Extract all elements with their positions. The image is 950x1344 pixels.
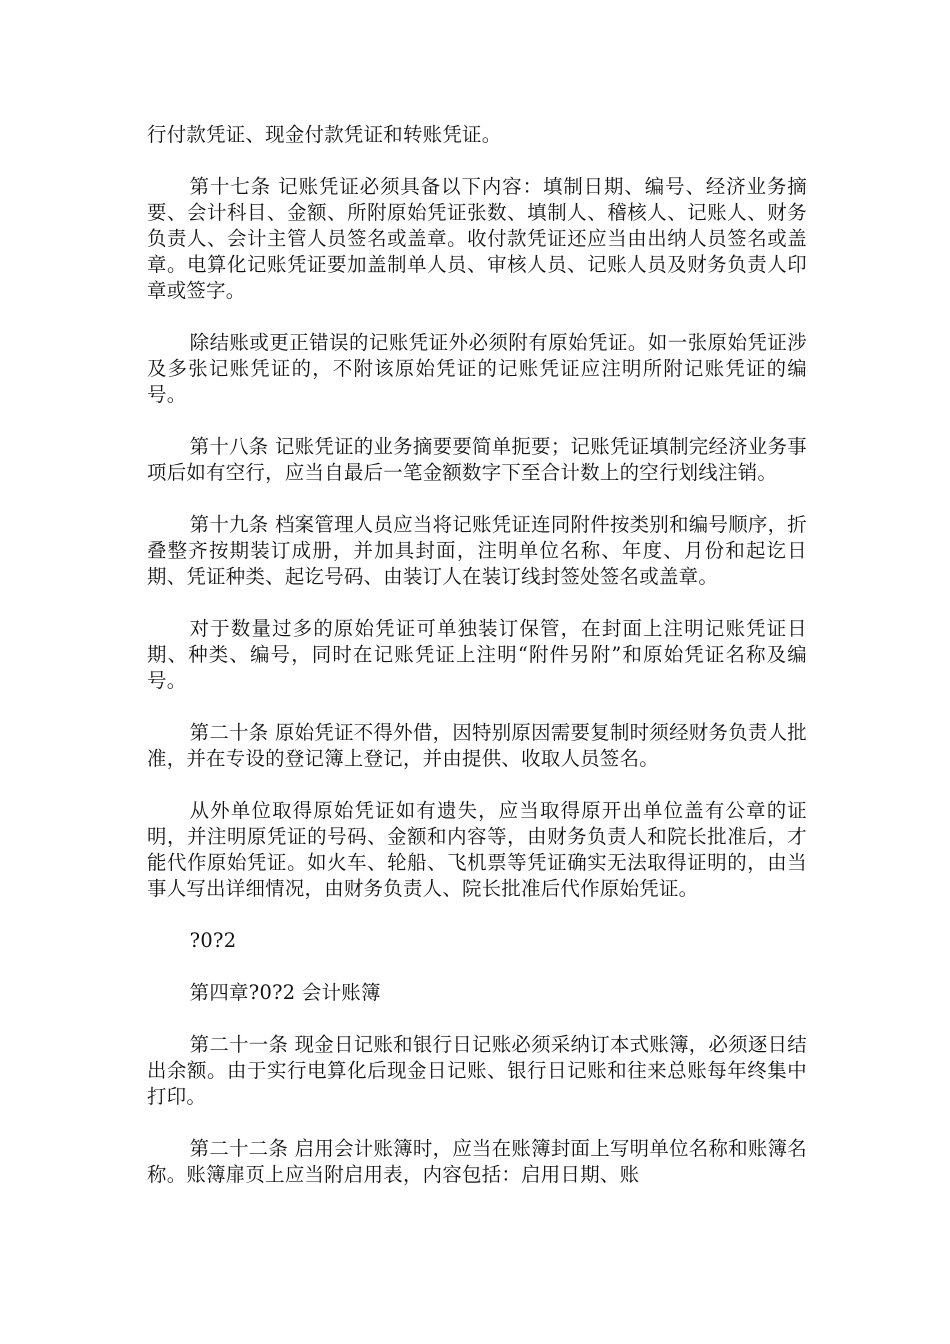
paragraph-article-20: 第二十条 原始凭证不得外借，因特别原因需要复制时须经财务负责人批准，并在专设的登记簿上登记，并由提供、收取人员签名。 xyxy=(147,721,807,770)
paragraph-continuation: 行付款凭证、现金付款凭证和转账凭证。 xyxy=(147,123,502,146)
chapter-heading: 第四章?0?2 会计账簿 xyxy=(189,981,381,1004)
paragraph-article-18: 第十八条 记账凭证的业务摘要要简单扼要；记账凭证填制完经济业务事项后如有空行，应当自最后一笔金额数字下至合计数上的空行划线注销。 xyxy=(147,435,807,484)
paragraph-garbled-marker: ?0?2 xyxy=(189,929,237,952)
document-body xyxy=(147,122,807,1214)
paragraph-article-22: 第二十二条 启用会计账簿时，应当在账簿封面上写明单位名称和账簿名称。账簿扉页上应当附启用表，内容包括：启用日期、账 xyxy=(147,1137,807,1186)
paragraph-article-19: 第十九条 档案管理人员应当将记账凭证连同附件按类别和编号顺序，折叠整齐按期装订成册，并加具封面，注明单位名称、年度、月份和起讫日期、凭证种类、起讫号码、由装订人在装订线封签处签名或盖章。 xyxy=(147,513,807,588)
paragraph-original-voucher-attachment: 除结账或更正错误的记账凭证外必须附有原始凭证。如一张原始凭证涉及多张记账凭证的，不附该原始凭证的记账凭证应注明所附记账凭证的编号。 xyxy=(147,331,807,406)
paragraph-lost-vouchers: 从外单位取得原始凭证如有遗失，应当取得原开出单位盖有公章的证明，并注明原凭证的号码、金额和内容等，由财务负责人和院长批准后，才能代作原始凭证。如火车、轮船、飞机票等凭证确实无法取得证明的，由当事人写出详细情况，由财务负责人、院长批准后代作原始凭证。 xyxy=(147,799,807,900)
paragraph-excess-vouchers: 对于数量过多的原始凭证可单独装订保管，在封面上注明记账凭证日期、种类、编号，同时在记账凭证上注明“附件另附”和原始凭证名称及编号。 xyxy=(147,617,807,692)
paragraph-article-17: 第十七条 记账凭证必须具备以下内容：填制日期、编号、经济业务摘要、会计科目、金额、所附原始凭证张数、填制人、稽核人、记账人、财务负责人、会计主管人员签名或盖章。收付款凭证还应当由出纳人员签名或盖章。电算化记账凭证要加盖制单人员、审核人员、记账人员及财务负责人印章或签字。 xyxy=(147,175,807,302)
paragraph-article-21: 第二十一条 现金日记账和银行日记账必须采纳订本式账簿，必须逐日结出余额。由于实行电算化后现金日记账、银行日记账和往来总账每年终集中打印。 xyxy=(147,1033,807,1108)
